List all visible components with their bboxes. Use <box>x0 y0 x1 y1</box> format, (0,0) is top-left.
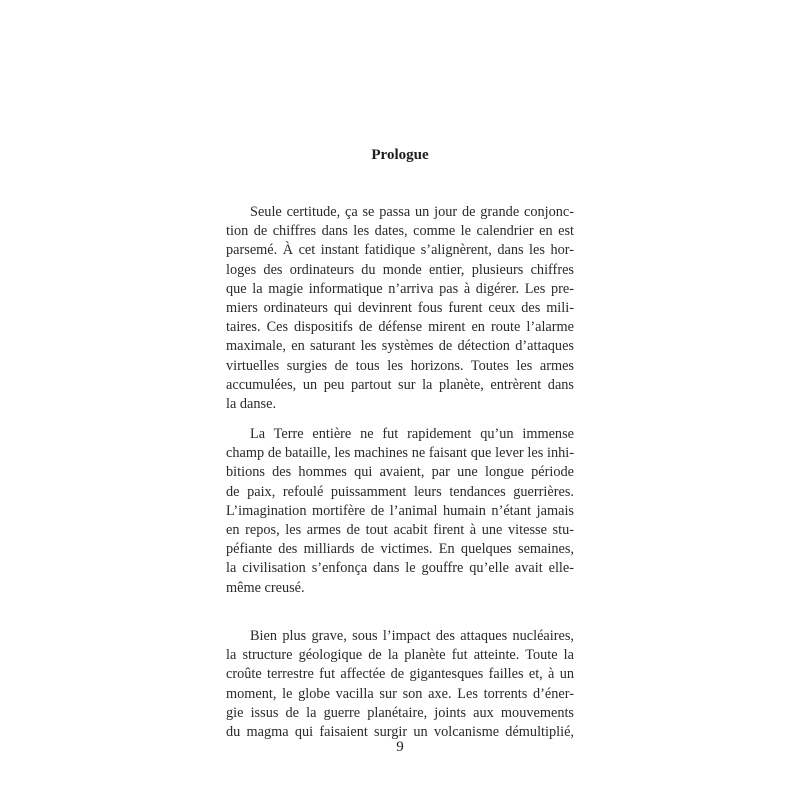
text-line: miers ordinateurs qui devinrent fous furent ceux des mili- <box>226 299 574 316</box>
text-line: du magma qui faisaient surgir un volcanisme démultiplié, <box>226 723 574 740</box>
text-line: Bien plus grave, sous l’impact des attaques nucléaires, <box>250 628 574 644</box>
text-line: gie issus de la guerre planétaire, joints aux mouvements <box>226 704 574 721</box>
text-line: la structure géologique de la planète fut atteinte. Toute la <box>226 647 574 664</box>
text-line: de paix, refoulé puissamment leurs tendances guerrières. <box>226 483 574 500</box>
text-line: croûte terrestre fut affectée de gigantesques failles et, à un <box>226 666 574 683</box>
text-line: la civilisation s’enfonça dans le gouffre qu’elle avait elle- <box>226 560 574 577</box>
text-line: Seule certitude, ça se passa un jour de grande conjonc- <box>250 204 574 220</box>
paragraph-3 <box>226 627 574 742</box>
text-line: moment, le globe vacilla sur son axe. Les torrents d’éner- <box>226 685 574 702</box>
text-line: taires. Ces dispositifs de défense mirent en route l’alarme <box>226 319 574 336</box>
page-number: 9 <box>396 739 404 755</box>
text-line: loges des ordinateurs du monde entier, plusieurs chiffres <box>226 261 574 278</box>
text-line: La Terre entière ne fut rapidement qu’un immense <box>250 426 574 442</box>
text-line: accumulées, un peu partout sur la planète, entrèrent dans <box>226 376 574 393</box>
text-line: maximale, en saturant les systèmes de détection d’attaques <box>226 338 574 355</box>
chapter-title: Prologue <box>371 147 429 163</box>
text-line: que la magie informatique n’arriva pas à digérer. Les pre- <box>226 280 574 297</box>
text-line: parsemé. À cet instant fatidique s’alignèrent, dans les hor- <box>226 242 574 259</box>
text-line: L’imagination mortifère de l’animal humain n’étant jamais <box>226 502 574 519</box>
paragraph-1 <box>226 203 574 414</box>
text-line: virtuelles surgies de tous les horizons. Toutes les armes <box>226 357 574 374</box>
text-line: même creusé. <box>226 579 305 596</box>
text-line: en repos, les armes de tout acabit firent à une vitesse stu- <box>226 521 574 538</box>
text-line: bitions des hommes qui avaient, par une longue période <box>226 464 574 481</box>
paragraph-2 <box>226 425 574 598</box>
text-line: champ de bataille, les machines ne faisant que lever les inhi- <box>226 445 574 462</box>
text-line: péfiante des milliards de victimes. En quelques semaines, <box>226 541 574 558</box>
text-line: la danse. <box>226 395 277 412</box>
text-line: tion de chiffres dans les dates, comme le calendrier en est <box>226 223 574 240</box>
